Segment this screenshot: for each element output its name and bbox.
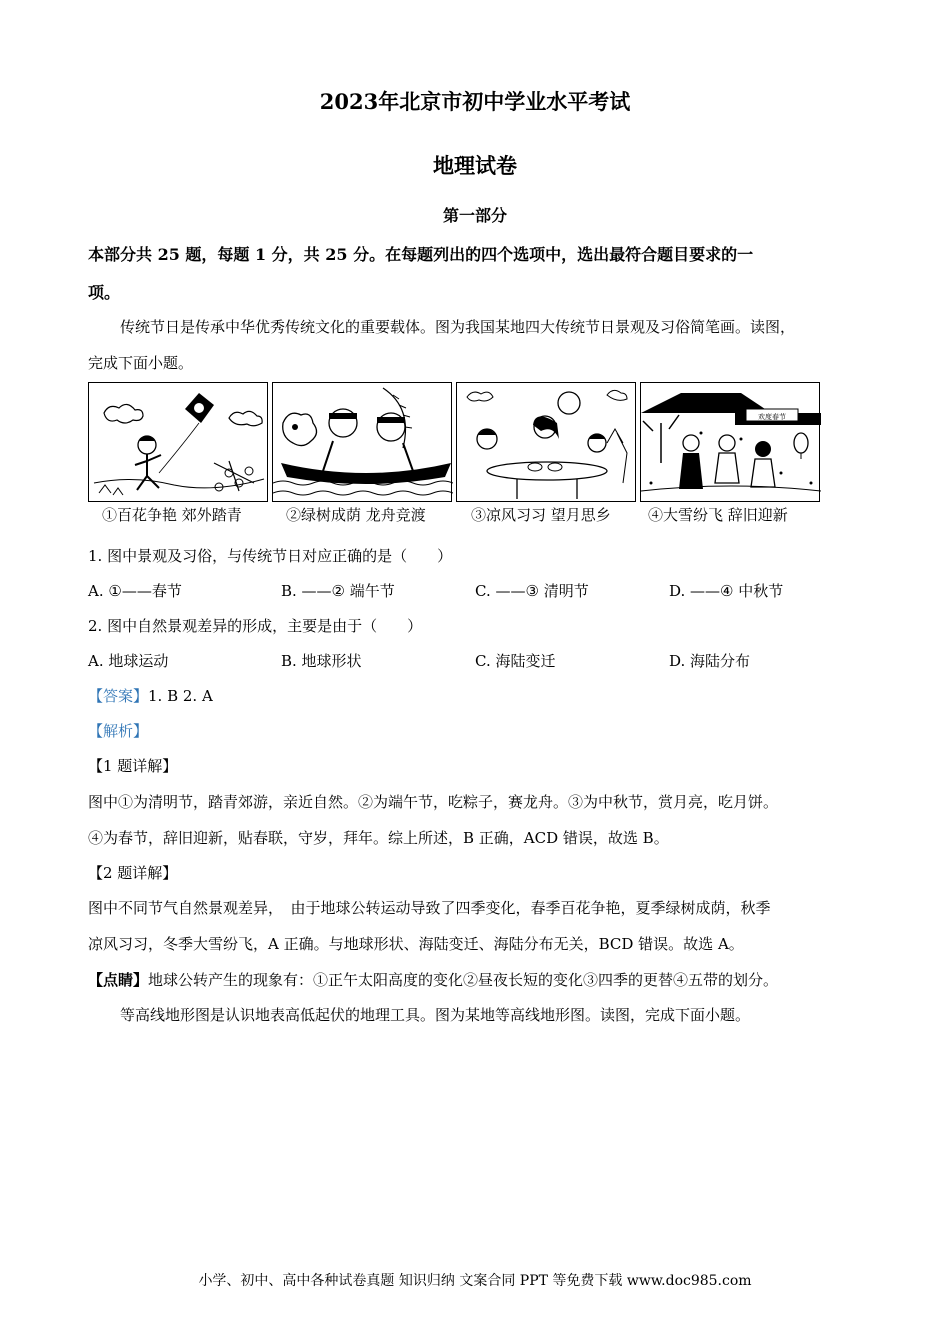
panel-summer-sketch [272,382,452,502]
answer-text: 1. B 2. A [148,687,213,705]
q1-option-d: D. ——④ 中秋节 [669,582,784,600]
figure-caption-4: ④大雪纷飞 辞旧迎新 [648,506,788,524]
q1-option-a: A. ①——春节 [88,582,182,600]
subject-title: 地理试卷 [433,153,517,178]
tip-line [88,969,778,990]
door-sign-text: 欢度春节 [758,413,786,421]
instructions-line1: 本部分共 25 题，每题 1 分，共 25 分。在每题列出的四个选项中，选出最符合题目要求的一 [88,245,754,264]
q1-option-b: B. ——② 端午节 [281,582,395,600]
q2-option-b: B. 地球形状 [281,652,362,670]
exam-title: 2023年北京市初中学业水平考试 [319,89,631,114]
panel-autumn-sketch [456,382,636,502]
intro1-line1: 传统节日是传承中华优秀传统文化的重要载体。图为我国某地四大传统节日景观及习俗简笔画。读图， [120,318,796,336]
intro1-line2: 完成下面小题。 [88,354,194,372]
q2-stem: 2. 图中自然景观差异的形成，主要是由于（ ） [88,617,423,635]
answer-label: 【答案】 [88,687,149,705]
panel-winter-sketch [640,382,820,502]
q1-stem: 1. 图中景观及习俗，与传统节日对应正确的是（ ） [88,547,453,565]
detail2-label: 【2 题详解】 [88,864,178,882]
q1-option-c: C. ——③ 清明节 [475,582,589,600]
q2-option-c: C. 海陆变迁 [475,652,556,670]
tip-text: 地球公转产生的现象有：①正午太阳高度的变化②昼夜长短的变化③四季的更替④五带的划分。 [148,971,779,989]
detail2-line1: 图中不同节气自然景观差异， 由于地球公转运动导致了四季变化，春季百花争艳，夏季绿树成荫，秋季 [88,899,771,917]
detail1-line1: 图中①为清明节，踏青郊游，亲近自然。②为端午节，吃粽子，赛龙舟。③为中秋节，赏月亮，吃月饼。 [88,793,779,811]
detail1-label: 【1 题详解】 [88,757,178,775]
figure-caption-2: ②绿树成荫 龙舟竞渡 [286,506,426,524]
answer-line [88,685,213,706]
tip-label: 【点睛】 [88,971,149,989]
intro2-text: 等高线地形图是认识地表高低起伏的地理工具。图为某地等高线地形图。读图，完成下面小题。 [120,1006,751,1024]
panel-spring-sketch [88,382,268,502]
detail2-line2: 凉风习习，冬季大雪纷飞，A 正确。与地球形状、海陆变迁、海陆分布无关，BCD 错误。故选 A。 [88,935,744,953]
page-footer: 小学、初中、高中各种试卷真题 知识归纳 文案合同 PPT 等免费下载 www.doc985.com [198,1273,752,1289]
part-heading: 第一部分 [442,206,507,225]
q2-option-a: A. 地球运动 [88,652,169,670]
figure-caption-1: ①百花争艳 郊外踏青 [102,506,242,524]
analysis-label: 【解析】 [88,722,149,740]
festival-figure [88,382,820,504]
figure-caption-3: ③凉风习习 望月思乡 [471,506,611,524]
instructions-line2: 项。 [88,283,121,302]
detail1-line2: ④为春节，辞旧迎新，贴春联，守岁，拜年。综上所述，B 正确，ACD 错误，故选 B。 [88,829,669,847]
q2-option-d: D. 海陆分布 [669,652,751,670]
